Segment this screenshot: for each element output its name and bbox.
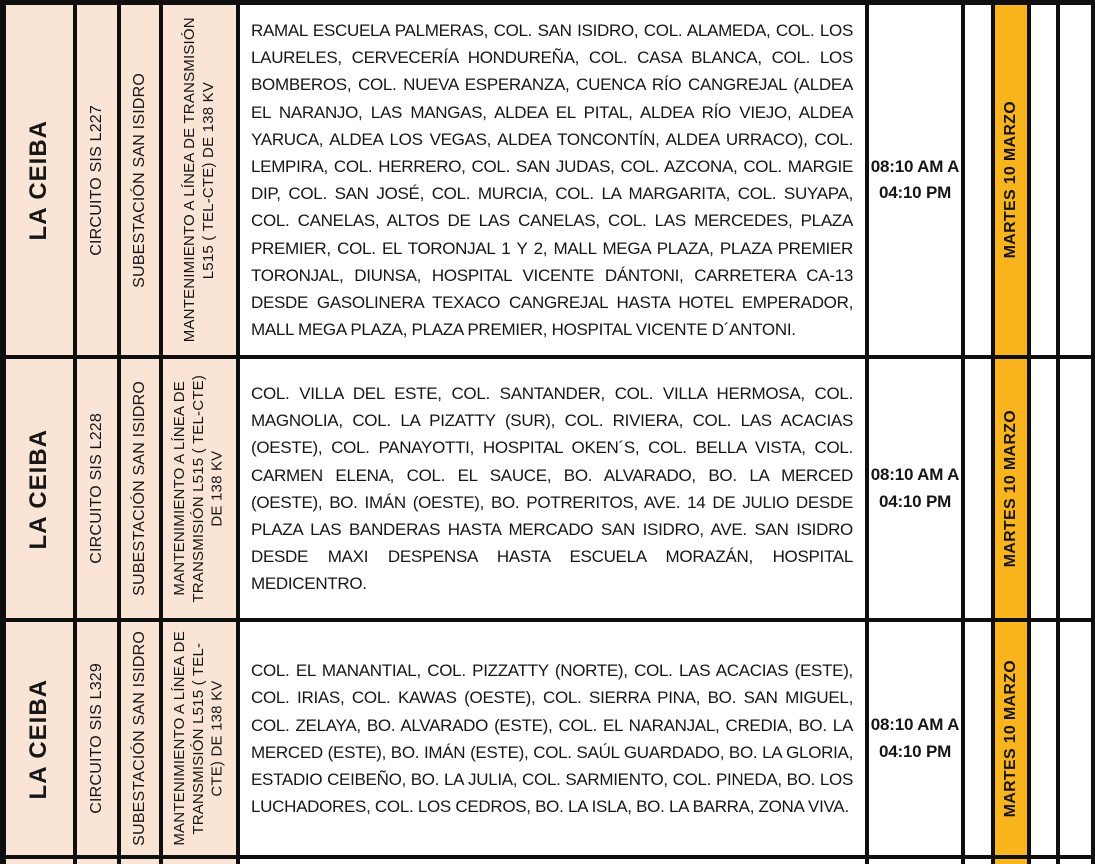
maintenance-label: MANTENIMIENTO A LÍNEA DE TRANSMISIÓN L515 ( TEL-CTE) DE 138 KV — [171, 374, 226, 603]
affected-areas-text: COL. EL MANANTIAL, COL. PIZZATTY (NORTE), COL. LAS ACACIAS (ESTE), COL. IRIAS, COL. KAWAS (OESTE), COL. SIERRA PINA, BO. SAN MIGUEL, COL. ZELAYA, BO. ALVARADO (ESTE), COL. EL NARANJAL, CREDIA, BO. LA MERCED (ESTE), BO. IMÁN (ESTE), COL. SAÚL GUARDADO, BO. LA GLORIA, ESTADIO CEIBEÑO, BO. LA JULIA, COL. SARMIENTO, COL. PINEDA, BO. LOS LUCHADORES, COL. LOS CEDROS, BO. LA ISLA, BO. LA BARRA, ZONA VIVA. — [251, 661, 853, 817]
maintenance-cell — [161, 857, 238, 864]
affected-areas-cell — [238, 3, 867, 358]
affected-areas-cell — [238, 357, 867, 620]
substation-cell — [119, 857, 161, 864]
region-label: LA CEIBA — [25, 428, 53, 549]
time-to: 04:10 PM — [878, 491, 952, 511]
day-cell — [993, 620, 1029, 857]
region-label: LA CEIBA — [25, 678, 53, 799]
day-cell — [993, 3, 1029, 358]
time-to: 04:10 PM — [878, 741, 952, 761]
substation-label: SUBESTACIÓN SAN ISIDRO — [130, 631, 148, 847]
region-label: LA CEIBA — [25, 119, 53, 241]
schedule-row-partial — [3, 857, 1093, 864]
substation-cell — [119, 357, 161, 620]
time-cell — [867, 620, 963, 857]
maintenance-label: MANTENIMIENTO A LÍNEA DE TRANSMISIÓN L515 ( TEL-CTE) DE 138 KV — [180, 17, 217, 343]
schedule-row — [3, 3, 1093, 358]
substation-label: SUBESTACIÓN SAN ISIDRO — [130, 381, 148, 597]
time-to: 04:10 PM — [878, 183, 952, 203]
time-cell — [867, 857, 963, 864]
circuit-cell — [75, 620, 119, 857]
empty-cell — [1029, 3, 1058, 358]
affected-areas-cell — [238, 857, 867, 864]
circuit-label: CIRCUITO SIS L329 — [87, 663, 105, 815]
circuit-cell — [75, 357, 119, 620]
maintenance-cell — [161, 357, 238, 620]
schedule-row — [3, 620, 1093, 857]
circuit-cell — [75, 857, 119, 864]
day-cell — [993, 357, 1029, 620]
region-cell — [3, 3, 75, 358]
day-label: MARTES 10 MARZO — [1001, 660, 1019, 818]
time-from: 08:10 AM A — [870, 156, 960, 176]
day-cell — [993, 857, 1029, 864]
empty-cell — [1058, 3, 1093, 358]
affected-areas-text: RAMAL ESCUELA PALMERAS, COL. SAN ISIDRO, COL. ALAMEDA, COL. LOS LAURELES, CERVECERÍA HONDUREÑA, COL. CASA BLANCA, COL. LOS BOMBEROS, COL. NUEVA ESPERANZA, CUENCA RÍO CANGREJAL (ALDEA EL NARANJO, LAS MANGAS, ALDEA EL PITAL, ALDEA RÍO VIEJO, ALDEA YARUCA, ALDEA LOS VEGAS, ALDEA TONCONTÍN, ALDEA URRACO), COL. LEMPIRA, COL. HERRERO, COL. SAN JUDAS, COL. AZCONA, COL. MARGIE DIP, COL. SAN JOSÉ, COL. MURCIA, COL. LA MARGARITA, COL. SUYAPA, COL. CANELAS, ALTOS DE LAS CANELAS, COL. LAS MERCEDES, PLAZA PREMIER, COL. EL TORONJAL 1 Y 2, MALL MEGA PLAZA, PLAZA PREMIER TORONJAL, DIUNSA, HOSPITAL VICENTE DÁNTONI, CARRETERA CA-13 DESDE GASOLINERA TEXACO CANGREJAL HASTA HOTEL EMPERADOR, MALL MEGA PLAZA, PLAZA PREMIER, HOSPITAL VICENTE D´ANTONI. — [251, 21, 853, 340]
time-cell — [867, 3, 963, 358]
maintenance-cell — [161, 3, 238, 358]
substation-label: SUBESTACIÓN SAN ISIDRO — [130, 72, 148, 288]
substation-cell — [119, 620, 161, 857]
time-cell — [867, 357, 963, 620]
empty-cell — [1058, 620, 1093, 857]
substation-cell — [119, 3, 161, 358]
time-from: 08:10 AM A — [870, 715, 960, 735]
empty-cell — [963, 357, 993, 620]
time-from: 08:10 AM A — [870, 465, 960, 485]
affected-areas-text: COL. VILLA DEL ESTE, COL. SANTANDER, COL. VILLA HERMOSA, COL. MAGNOLIA, COL. LA PIZATTY (SUR), COL. RIVIERA, COL. LAS ACACIAS (OESTE), COL. PANAYOTTI, HOSPITAL OKEN´S, COL. BELLA VISTA, COL. CARMEN ELENA, COL. EL SAUCE, BO. ALVARADO, BO. LA MERCED (OESTE), BO. IMÁN (OESTE), BO. POTRERITOS, AVE. 14 DE JULIO DESDE PLAZA LAS BANDERAS HASTA MERCADO SAN ISIDRO, AVE. SAN ISIDRO DESDE MAXI DESPENSA HASTA ESCUELA MORAZÁN, HOSPITAL MEDICENTRO. — [251, 384, 853, 594]
affected-areas-cell — [238, 620, 867, 857]
region-cell — [3, 857, 75, 864]
maintenance-cell — [161, 620, 238, 857]
empty-cell — [1029, 357, 1058, 620]
maintenance-label: MANTENIMIENTO A LÍNEA DE TRANSMISIÓN L515 ( TEL-CTE) DE 138 KV — [171, 631, 226, 847]
region-cell — [3, 357, 75, 620]
circuit-label: CIRCUITO SIS L228 — [87, 413, 105, 565]
schedule-row — [3, 357, 1093, 620]
region-cell — [3, 620, 75, 857]
empty-cell — [1029, 620, 1058, 857]
empty-cell — [963, 620, 993, 857]
empty-cell — [963, 857, 993, 864]
empty-cell — [1058, 857, 1093, 864]
empty-cell — [1058, 357, 1093, 620]
circuit-label: CIRCUITO SIS L227 — [87, 104, 105, 256]
circuit-cell — [75, 3, 119, 358]
day-label: MARTES 10 MARZO — [1001, 410, 1019, 568]
day-label: MARTES 10 MARZO — [1001, 101, 1019, 259]
empty-cell — [963, 3, 993, 358]
empty-cell — [1029, 857, 1058, 864]
